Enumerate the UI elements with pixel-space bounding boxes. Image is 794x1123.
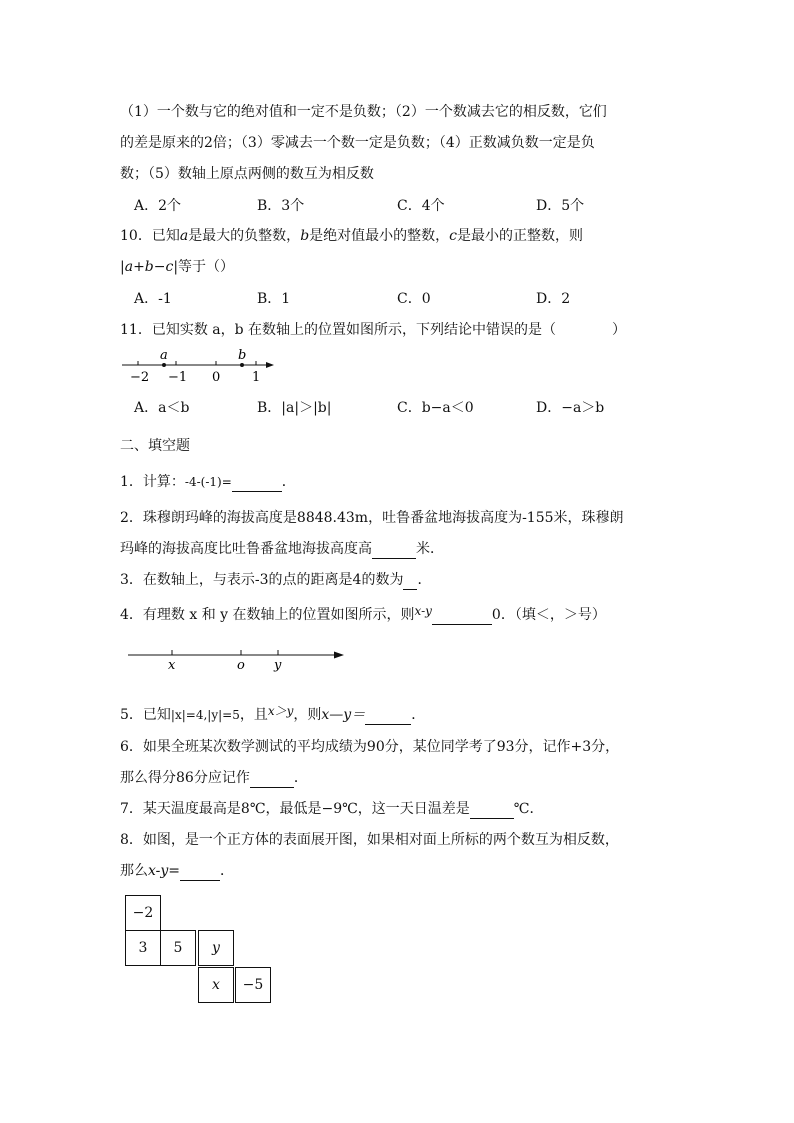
q10-option-b: B．1 bbox=[257, 291, 291, 307]
q10-text3: 是最小的正整数，则 bbox=[457, 228, 583, 244]
fill-q8-line1: 8．如图，是一个正方体的表面展开图，如果相对面上所标的两个数互为相反数， bbox=[120, 832, 619, 848]
fill-q5-mid: ，且 bbox=[239, 707, 268, 723]
q10-line1 bbox=[120, 226, 583, 246]
fill-q5-condition: x＞y bbox=[267, 704, 294, 718]
q11-tick-label-minus2: −2 bbox=[130, 370, 150, 385]
fill-q7-suffix: ℃． bbox=[513, 801, 544, 817]
q10-var-b: b bbox=[300, 228, 310, 244]
fill-q2-suffix: 米． bbox=[416, 541, 444, 557]
q10-text2: 是绝对值最小的整数， bbox=[309, 228, 450, 244]
cube-face-y: y bbox=[198, 930, 234, 966]
q11-option-c: C．b−a＜0 bbox=[397, 400, 474, 416]
q9-line3: 数；（5）数轴上原点两侧的数互为相反数 bbox=[120, 166, 374, 182]
fill-q5-mid2: ，则 bbox=[293, 707, 322, 723]
fill-q4-suffix: 0．（填＜，＞号） bbox=[491, 607, 606, 623]
q9-line2: 的差是原来的2倍；（3）零减去一个数一定是负数；（4）正数减负数一定是负 bbox=[120, 135, 595, 151]
q10-option-a: A．-1 bbox=[134, 291, 172, 307]
cube-face-minus2: −2 bbox=[125, 895, 161, 931]
q10-option-d: D．2 bbox=[536, 291, 571, 307]
fill-q3 bbox=[120, 570, 431, 590]
fill-q7-text: 7．某天温度最高是8℃，最低是−9℃，这一天日温差是 bbox=[120, 801, 470, 817]
cube-face-5: 5 bbox=[160, 930, 196, 966]
fill-q4-label-y: y bbox=[274, 658, 282, 672]
fill-q6-line2 bbox=[120, 768, 308, 788]
fill-q1-expression: -4-(-1)= bbox=[184, 475, 232, 489]
q11-tick-label-0: 0 bbox=[212, 370, 221, 385]
fill-q7 bbox=[120, 799, 543, 819]
fill-q1-prefix: 1．计算： bbox=[120, 474, 185, 490]
q10-expression: |a+b−c| bbox=[120, 259, 179, 275]
fill-q4-text: 4．有理数 x 和 y 在数轴上的位置如图所示，则 bbox=[120, 607, 415, 623]
q10-line2 bbox=[120, 257, 234, 277]
q9-option-c: C．4个 bbox=[397, 198, 445, 214]
q11-tick-label-1: 1 bbox=[252, 370, 261, 385]
q11-number-line bbox=[118, 347, 278, 385]
q11-axis-arrow bbox=[266, 362, 274, 368]
q11-option-a: A．a＜b bbox=[134, 400, 190, 416]
fill-q4-number-line bbox=[124, 642, 350, 672]
fill-q4 bbox=[120, 601, 606, 625]
q10-text4: 等于（） bbox=[178, 259, 235, 275]
fill-q1-blank bbox=[232, 476, 282, 492]
q9-option-b: B．3个 bbox=[257, 198, 305, 214]
fill-q4-label-x: x bbox=[168, 658, 176, 672]
cube-face-x: x bbox=[198, 967, 234, 1003]
q10-text1: 是最大的负整数， bbox=[188, 228, 301, 244]
q10-prefix: 10．已知 bbox=[120, 228, 180, 244]
fill-q5-prefix: 5．已知 bbox=[120, 707, 171, 723]
q10-option-c: C．0 bbox=[397, 291, 431, 307]
fill-q5-ask: x—y＝ bbox=[321, 707, 366, 723]
fill-q6-blank bbox=[250, 772, 294, 788]
fill-q1 bbox=[120, 472, 296, 492]
q10-var-c: c bbox=[449, 228, 457, 244]
q11-label-a: a bbox=[160, 348, 168, 363]
fill-q2-blank bbox=[372, 543, 416, 559]
fill-q2-line2 bbox=[120, 539, 444, 559]
fill-q3-suffix: ． bbox=[417, 572, 432, 588]
fill-q5-blank bbox=[365, 709, 411, 725]
fill-q8-suffix: ． bbox=[220, 863, 235, 879]
fill-q5-suffix: ． bbox=[411, 707, 426, 723]
fill-q5 bbox=[120, 701, 425, 725]
fill-q3-text: 3．在数轴上，与表示-3的点的距离是4的数为 bbox=[120, 572, 404, 588]
fill-q2-line1: 2．珠穆朗玛峰的海拔高度是8848.43m，吐鲁番盆地海拔高度为-155米，珠穆朗 bbox=[120, 510, 624, 526]
section-title: 二、填空题 bbox=[120, 438, 190, 454]
q9-option-d: D．5个 bbox=[536, 198, 585, 214]
fill-q6-text: 那么得分86分应记作 bbox=[120, 770, 250, 786]
q11-question: 11．已知实数 a，b 在数轴上的位置如图所示，下列结论中错误的是（ ） bbox=[120, 322, 627, 338]
fill-q8-line2 bbox=[120, 861, 234, 881]
fill-q2-text: 玛峰的海拔高度比吐鲁番盆地海拔高度高 bbox=[120, 541, 372, 557]
q11-option-b: B．|a|＞|b| bbox=[257, 400, 332, 416]
fill-q8-blank bbox=[180, 865, 220, 881]
q9-line1: （1）一个数与它的绝对值和一定不是负数；（2）一个数减去它的相反数，它们 bbox=[120, 104, 607, 120]
fill-q4-expression: x-y bbox=[414, 604, 432, 618]
q11-tick-label-minus1: −1 bbox=[168, 370, 188, 385]
fill-q6-line1: 6．如果全班某次数学测试的平均成绩为90分，某位同学考了93分，记作+3分， bbox=[120, 739, 620, 755]
fill-q8-expression: x-y= bbox=[148, 863, 181, 879]
q9-option-a: A．2个 bbox=[134, 198, 182, 214]
fill-q1-suffix: ． bbox=[281, 474, 296, 490]
q10-var-a: a bbox=[179, 228, 189, 244]
q11-option-d: D．−a＞b bbox=[536, 400, 605, 416]
fill-q8-text: 那么 bbox=[120, 863, 148, 879]
fill-q7-blank bbox=[470, 803, 514, 819]
cube-face-minus5: −5 bbox=[235, 967, 271, 1003]
q11-label-b: b bbox=[238, 348, 247, 363]
q11-point-a bbox=[162, 363, 166, 367]
fill-q6-suffix: ． bbox=[293, 770, 308, 786]
fill-q4-axis-arrow bbox=[334, 652, 344, 659]
fill-q4-label-o: o bbox=[237, 658, 245, 672]
fill-q5-expression: |x|=4,|y|=5 bbox=[170, 708, 240, 722]
fill-q3-blank bbox=[403, 574, 417, 590]
fill-q4-blank bbox=[432, 609, 492, 625]
cube-face-3: 3 bbox=[125, 930, 161, 966]
q11-point-b bbox=[240, 363, 244, 367]
